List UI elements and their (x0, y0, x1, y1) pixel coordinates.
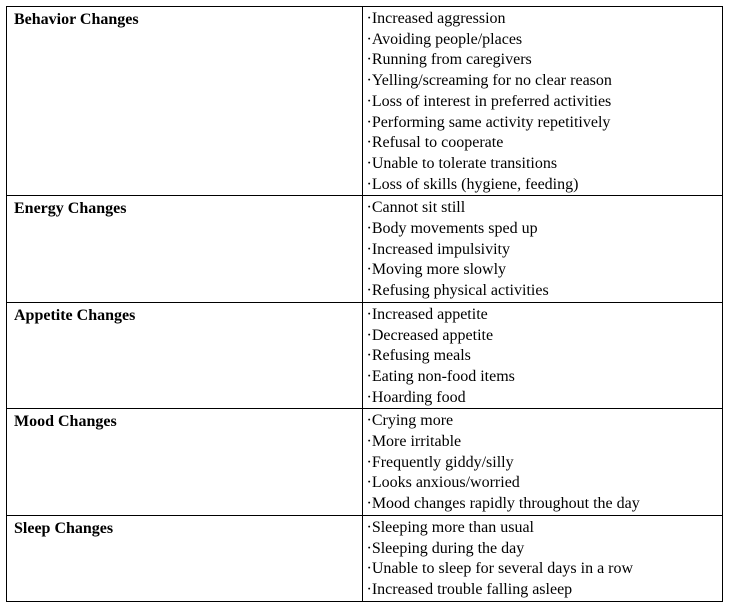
table-row-behavior (7, 7, 723, 196)
list-item: · Body movements sped up (366, 219, 722, 240)
category-label: Behavior Changes (14, 11, 139, 28)
list-item: · Frequently giddy/silly (366, 453, 722, 474)
list-item: · Increased aggression (366, 9, 722, 30)
list-item: · Avoiding people/places (366, 30, 722, 51)
list-item: · Performing same activity repetitively (366, 113, 722, 134)
list-item: · Unable to sleep for several days in a row (366, 559, 722, 580)
category-cell (7, 196, 363, 303)
list-item: · Unable to tolerate transitions (366, 154, 722, 175)
list-item: · More irritable (366, 432, 722, 453)
category-label: Sleep Changes (14, 519, 114, 537)
items-cell (363, 302, 723, 409)
list-item: · Hoarding food (366, 388, 722, 409)
items-cell (363, 409, 723, 516)
list-item: · Refusing meals (366, 346, 722, 367)
list-item: · Running from caregivers (366, 50, 722, 71)
changes-table (6, 6, 723, 602)
table-row-mood (7, 409, 723, 516)
list-item: · Increased impulsivity (366, 240, 722, 261)
category-cell (7, 302, 363, 409)
list-item: · Decreased appetite (366, 326, 722, 347)
list-item: · Increased trouble falling asleep (366, 580, 722, 601)
table-row-sleep (7, 515, 723, 601)
category-label: Appetite Changes (14, 306, 136, 324)
category-cell (7, 7, 363, 196)
category-cell (7, 515, 363, 601)
items-cell (363, 7, 723, 196)
list-item: · Cannot sit still (366, 198, 722, 219)
list-item: · Sleeping more than usual (366, 518, 722, 539)
list-item: · Loss of skills (hygiene, feeding) (366, 175, 722, 196)
list-item: · Mood changes rapidly throughout the day (366, 494, 722, 515)
list-item: · Increased appetite (366, 305, 722, 326)
items-cell (363, 196, 723, 303)
table-row-energy (7, 196, 723, 303)
items-cell (363, 515, 723, 601)
list-item: · Loss of interest in preferred activities (366, 92, 722, 113)
category-label: Energy Changes (14, 200, 127, 218)
list-item: · Looks anxious/worried (366, 473, 722, 494)
category-cell (7, 409, 363, 516)
list-item: · Refusing physical activities (366, 281, 722, 302)
list-item: · Eating non-food items (366, 367, 722, 388)
list-item: · Sleeping during the day (366, 539, 722, 560)
list-item: · Yelling/screaming for no clear reason (366, 71, 722, 92)
table-row-appetite (7, 302, 723, 409)
list-item: · Moving more slowly (366, 260, 722, 281)
list-item: · Crying more (366, 411, 722, 432)
category-label: Mood Changes (14, 413, 117, 431)
list-item: · Refusal to cooperate (366, 133, 722, 154)
